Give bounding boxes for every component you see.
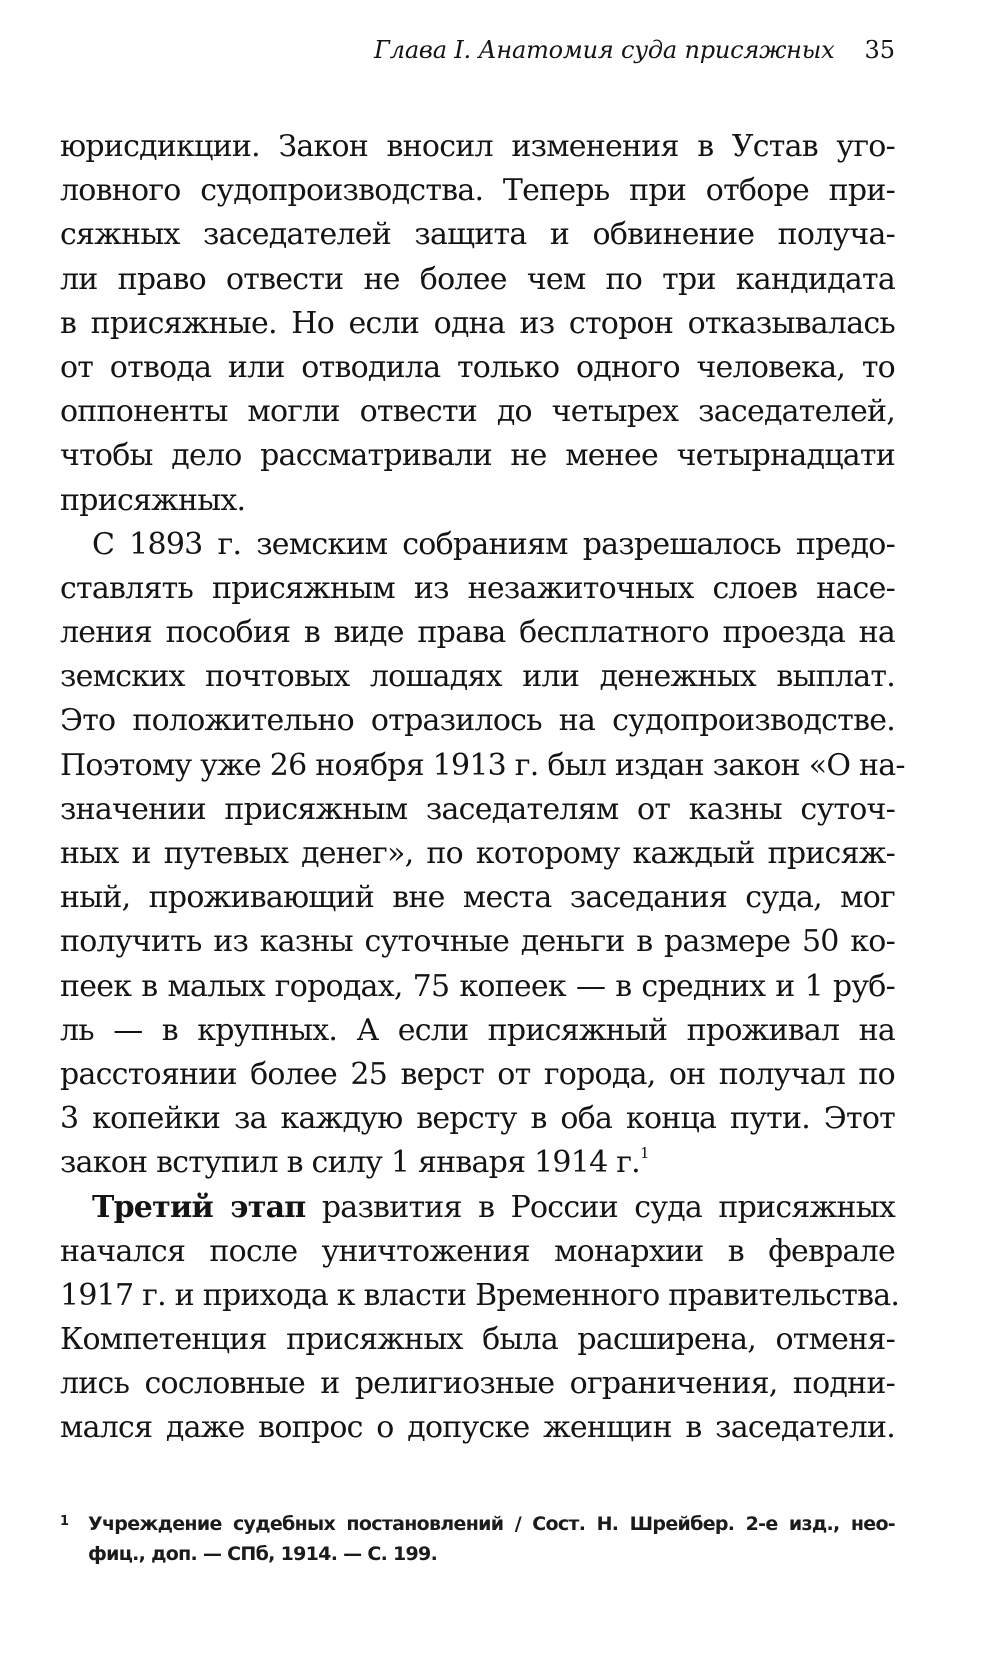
- text-line: ли право отвести не более чем по три кандидата: [60, 261, 895, 297]
- footnote-mark: 1: [60, 1514, 69, 1529]
- bold-term: Третий этап: [92, 1189, 306, 1225]
- text-line: присяжных.: [60, 482, 246, 518]
- text-line: ль — в крупных. А если присяжный проживал на: [60, 1012, 895, 1048]
- text-line: от отвода или отводила только одного человека, то: [60, 349, 895, 385]
- footnote: [60, 1509, 895, 1569]
- running-head: [60, 34, 895, 66]
- text-line-content: развития в России суда присяжных: [305, 1189, 895, 1225]
- text-line: ставлять присяжным из незажиточных слоев насе-: [60, 570, 895, 606]
- page-number: 35: [864, 36, 895, 64]
- text-line: Компетенция присяжных была расширена, отменя-: [60, 1322, 895, 1358]
- text-line: ления пособия в виде права бесплатного проезда на: [60, 615, 895, 651]
- paragraph-first-line: С 1893 г. земским собраниям разрешалось предо-: [92, 526, 895, 562]
- text-line: пеек в малых городах, 75 копеек — в средних и 1 руб-: [60, 968, 895, 1004]
- chapter-title: Глава I. Анатомия суда присяжных: [374, 36, 835, 64]
- text-line: в присяжные. Но если одна из сторон отказывалась: [60, 305, 895, 341]
- text-line: чтобы дело рассматривали не менее четырнадцати: [60, 438, 895, 474]
- text-line: расстоянии более 25 верст от города, он получал по: [60, 1056, 895, 1092]
- text-line-content: закон вступил в силу 1 января 1914 г.: [60, 1145, 640, 1181]
- footnote-reference[interactable]: 1: [639, 1144, 649, 1163]
- text-line: сяжных заседателей защита и обвинение получа-: [60, 217, 895, 253]
- text-line: лись сословные и религиозные ограничения, подни-: [60, 1366, 895, 1402]
- footnote-line: фиц., доп. — СПб, 1914. — С. 199.: [88, 1543, 438, 1565]
- text-line: [60, 1141, 895, 1185]
- text-line: юрисдикции. Закон вносил изменения в Устав уго-: [60, 129, 895, 164]
- body-text: [60, 125, 905, 1451]
- text-line: Это положительно отразилось на судопроизводстве.: [60, 703, 895, 739]
- text-line: мался даже вопрос о допуске женщин в заседатели.: [60, 1410, 895, 1446]
- text-line: земских почтовых лошадях или денежных выплат.: [60, 659, 895, 695]
- text-line: получить из казны суточные деньги в размере 50 ко-: [60, 924, 895, 960]
- text-line: Поэтому уже 26 ноября 1913 г. был издан закон «О на-: [60, 747, 905, 783]
- text-line: 1917 г. и прихода к власти Временного правительства.: [60, 1277, 900, 1313]
- text-line: начался после уничтожения монархии в феврале: [60, 1233, 895, 1269]
- text-line: 3 копейки за каждую версту в оба конца пути. Этот: [60, 1101, 895, 1137]
- paragraph-first-line: [60, 1186, 895, 1230]
- text-line: ный, проживающий вне места заседания суда, мог: [60, 880, 895, 916]
- footnote-line: Учреждение судебных постановлений / Сост. Н. Шрейбер. 2-е изд., нео-: [88, 1513, 895, 1535]
- text-line: ных и путевых денег», по которому каждый присяж-: [60, 836, 895, 871]
- text-line: значении присяжным заседателям от казны суточ-: [60, 791, 895, 827]
- text-line: ловного судопроизводства. Теперь при отборе при-: [60, 173, 895, 209]
- text-line: оппоненты могли отвести до четырех заседателей,: [60, 394, 895, 430]
